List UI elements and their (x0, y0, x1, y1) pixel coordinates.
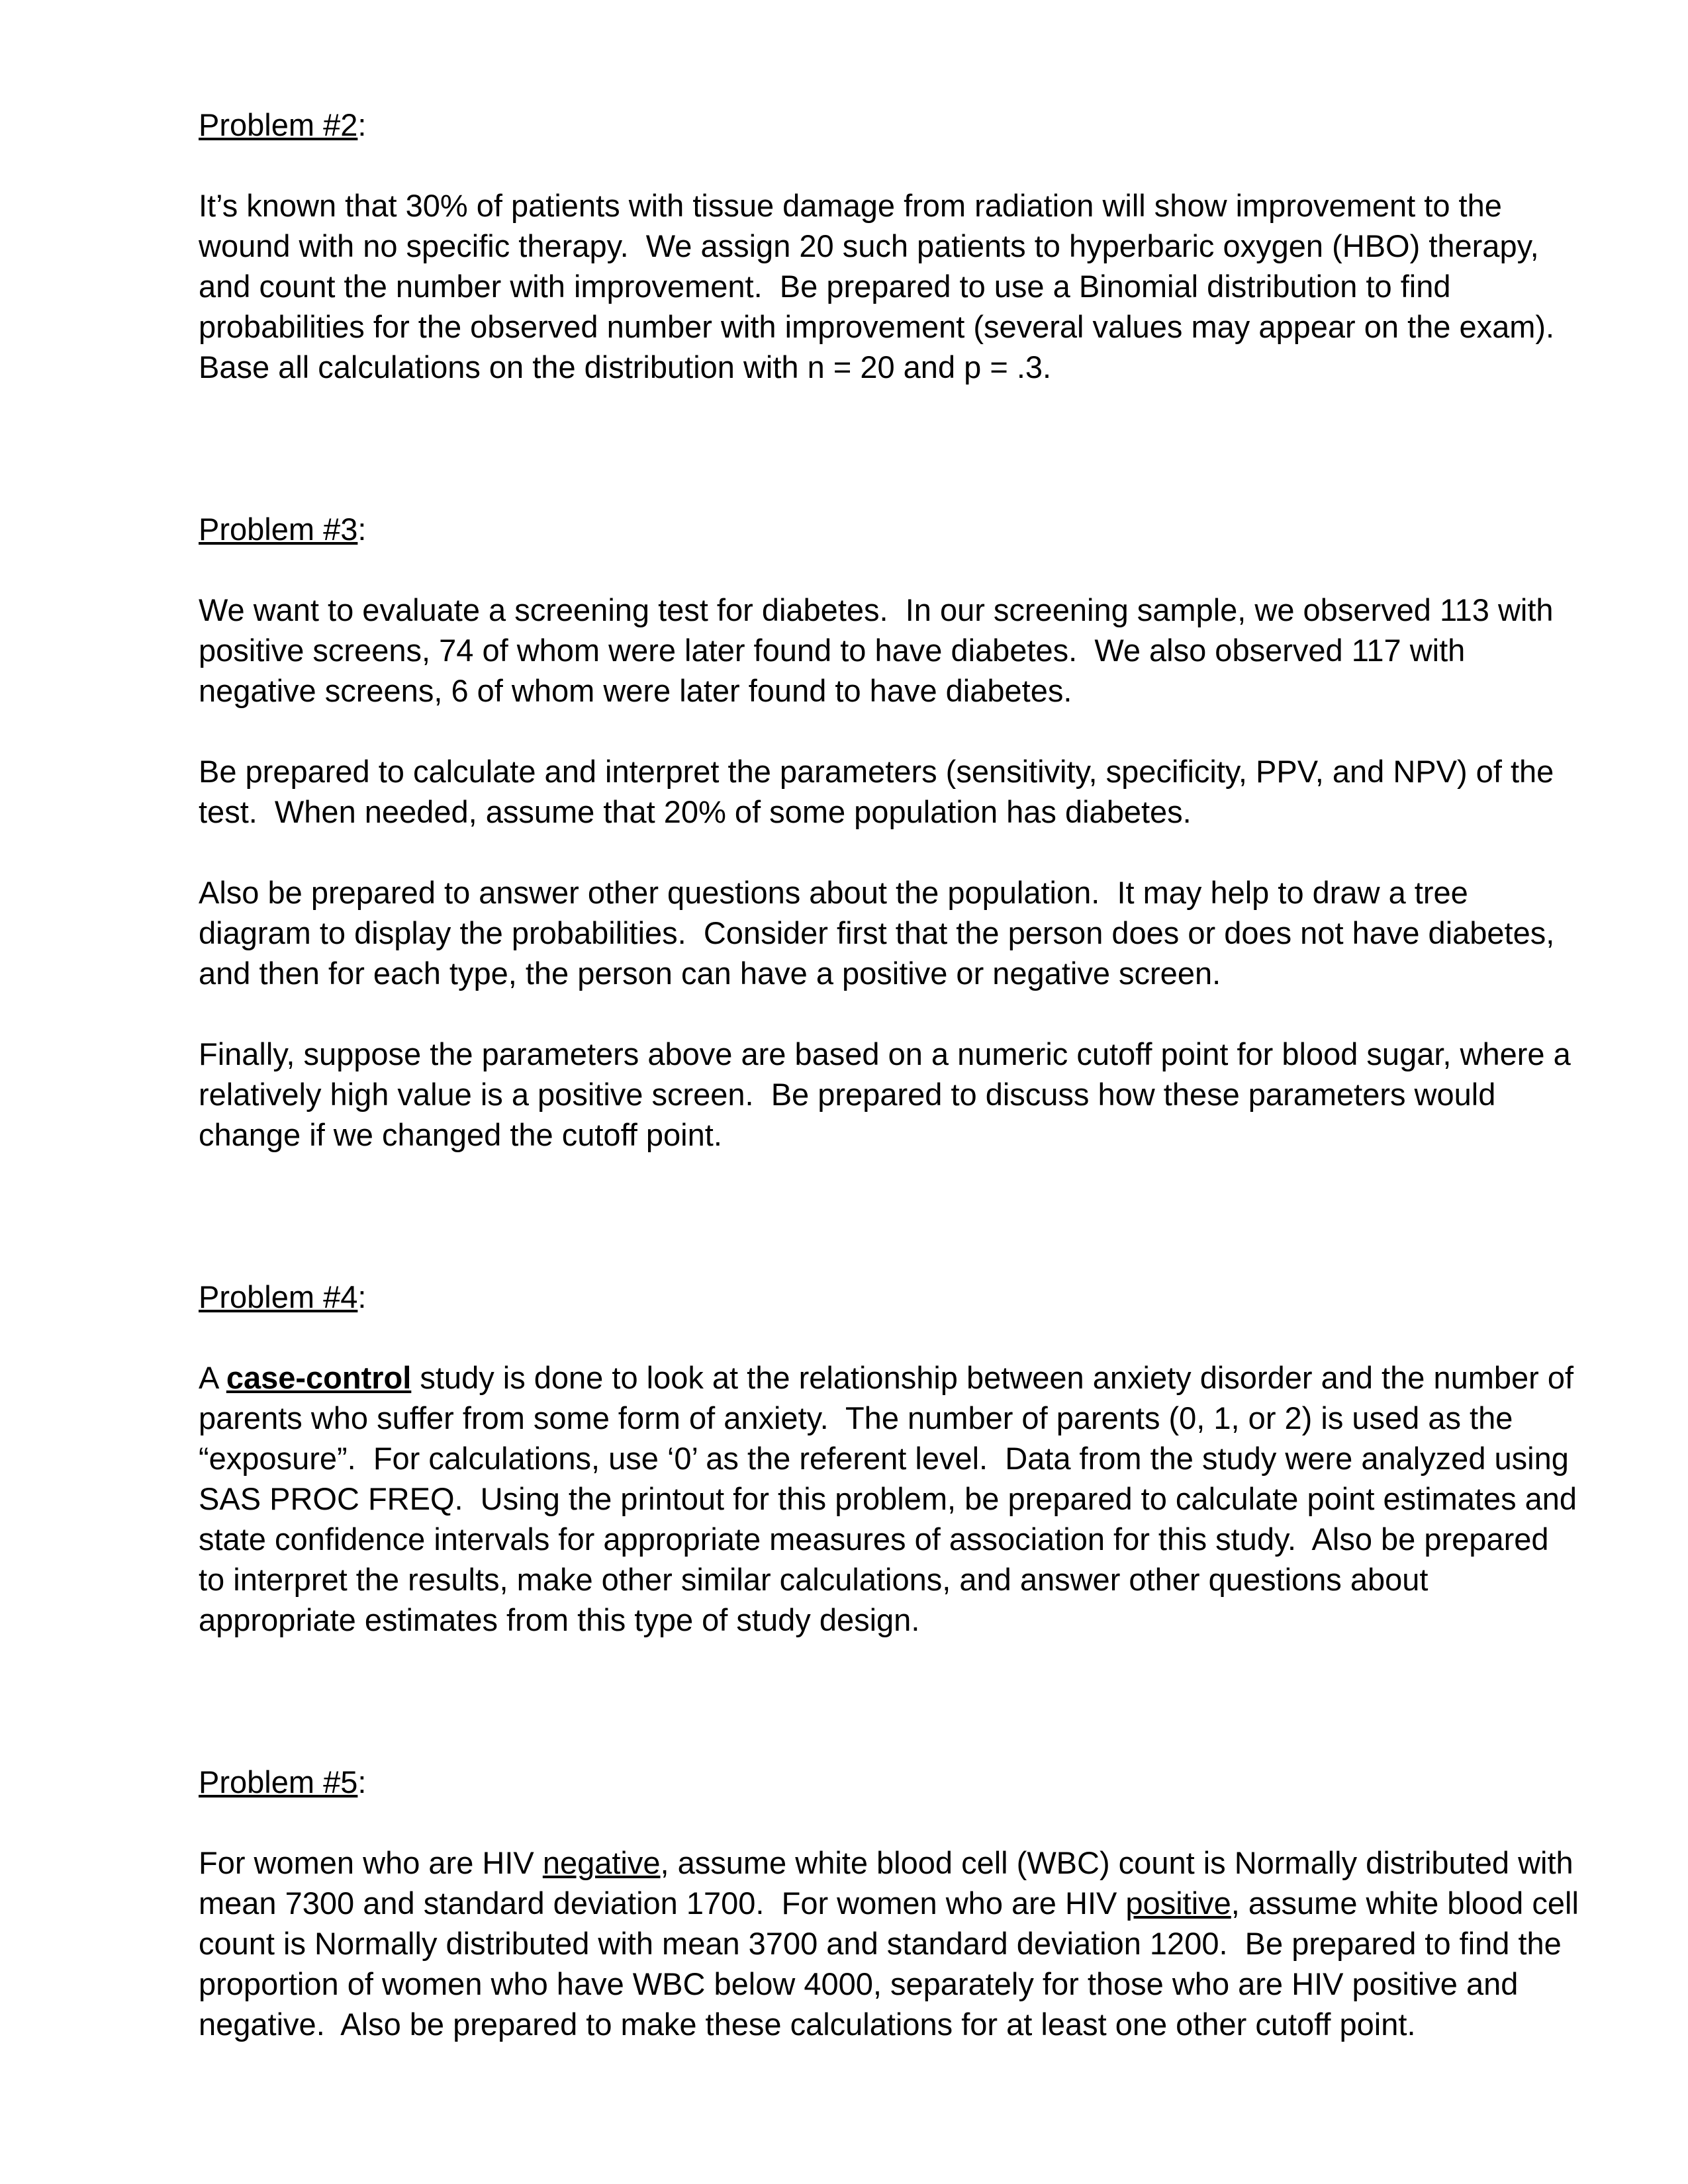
problem-2-section (199, 105, 1582, 387)
problem-4-heading (199, 1277, 1582, 1317)
emphasized-text: case-control (226, 1360, 412, 1395)
emphasized-text: Problem #2 (199, 107, 358, 142)
problem-3-paragraph-4 (199, 1034, 1582, 1155)
text-run: : (357, 1279, 367, 1314)
text-run: Also be prepared to answer other questions about the population. It may help to draw a tree diagram to display the probabilities. Consider first that the person does or does not have diabetes, and then for each type, the person can have a positive or negative screen. (199, 875, 1564, 991)
text-run: Be prepared to calculate and interpret the parameters (sensitivity, specificity, PPV, and NPV) of the test. When needed, assume that 20% of some population has diabetes. (199, 754, 1563, 829)
text-run: , assume white blood cell count is Normally distributed with mean 3700 and standard deviation 1200. Be prepared to find the proportion of women who have WBC below 4000, separately for those who are HIV positive and negative. Also be prepared to make these calculations for at least one other cutoff point. (199, 1886, 1587, 2042)
text-run: It’s known that 30% of patients with tissue damage from radiation will show improvement to the wound with no specific therapy. We assign 20 such patients to hyperbaric oxygen (HBO) therapy, and count the number with improvement. Be prepared to use a Binomial distribution to find probabilities for the observed number with improvement (several values may appear on the exam). Base all calculations on the distribution with n = 20 and p = .3. (199, 188, 1572, 385)
problem-4-section (199, 1277, 1586, 1640)
text-run: We want to evaluate a screening test for diabetes. In our screening sample, we observed 113 with positive screens, 74 of whom were later found to have diabetes. We also observed 117 with negative screens, 6 of whom were later found to have diabetes. (199, 592, 1562, 708)
text-run: : (357, 107, 367, 142)
emphasized-text: Problem #3 (199, 512, 358, 547)
document-content (199, 105, 1587, 2044)
text-run: study is done to look at the relationship between anxiety disorder and the number of parents who suffer from some form of anxiety. The number of parents (0, 1, or 2) is used as the “exposure”. For calculations, use ‘0’ as the referent level. Data from the study were analyzed using SAS PROC FREQ. Using the printout for this problem, be prepared to calculate point estimates and state confidence intervals for appropriate measures of association for this study. Also be prepared to interpret the results, make other similar calculations, and answer other questions about appropriate estimates from this type of study design. (199, 1360, 1586, 1637)
text-run: For women who are HIV (199, 1845, 543, 1880)
emphasized-text: negative (542, 1845, 661, 1880)
problem-3-section (199, 509, 1582, 1155)
emphasized-text: positive (1125, 1886, 1231, 1921)
problem-5-section (199, 1762, 1587, 2044)
text-run: , assume white blood cell (WBC) count is Normally distributed with mean 7300 and standard deviation 1700. For women who are HIV (199, 1845, 1582, 1921)
text-run: : (357, 512, 367, 547)
text-run: Finally, suppose the parameters above are based on a numeric cutoff point for blood sugar, where a relatively high value is a positive screen. Be prepared to discuss how these parameters would change if we changed the cutoff point. (199, 1036, 1579, 1152)
problem-2-heading (199, 105, 1582, 145)
problem-5-heading (199, 1762, 1582, 1802)
text-run: A (199, 1360, 226, 1395)
problem-3-paragraph-1 (199, 590, 1582, 711)
problem-2-paragraph (199, 185, 1582, 387)
emphasized-text: Problem #5 (199, 1764, 358, 1799)
problem-4-paragraph (199, 1357, 1586, 1640)
problem-5-paragraph (199, 1843, 1587, 2044)
problem-3-heading (199, 509, 1582, 549)
text-run: : (357, 1764, 367, 1799)
emphasized-text: Problem #4 (199, 1279, 358, 1314)
problem-3-paragraph-2 (199, 751, 1582, 832)
problem-3-paragraph-3 (199, 872, 1582, 993)
